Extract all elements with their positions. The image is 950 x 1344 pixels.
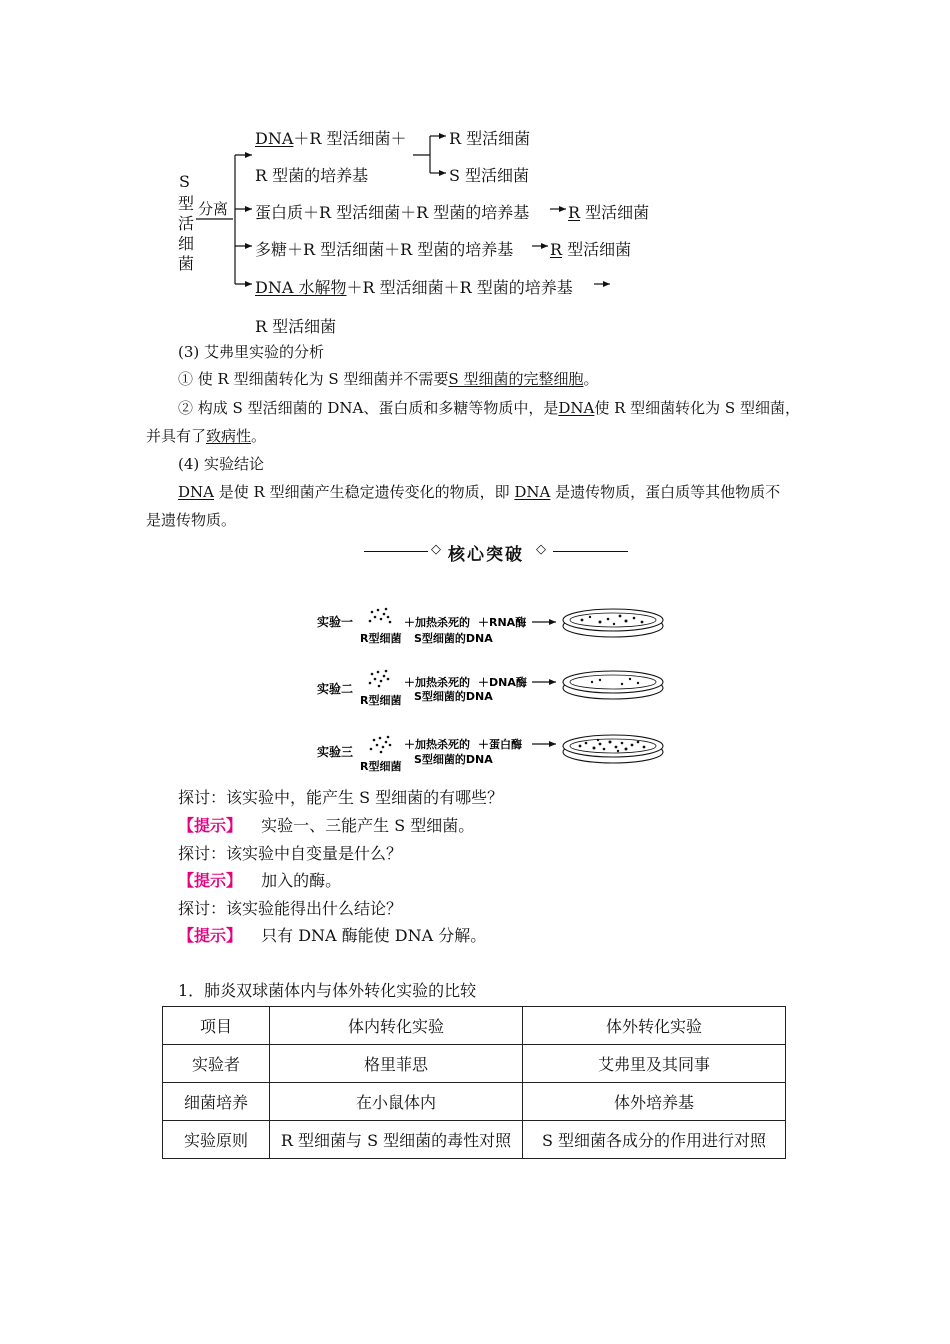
dna-label: S型细菌的DNA	[414, 690, 493, 703]
analysis-heading: (3) 艾弗里实验的分析	[178, 343, 325, 361]
diamond-icon: ◇	[536, 542, 546, 557]
table-row	[163, 1045, 786, 1083]
diamond-icon: ◇	[431, 542, 441, 557]
answer-3: 【提示】 只有 DNA 酶能使 DNA 分解。	[178, 926, 487, 945]
bacteria-cluster-icon	[369, 608, 392, 624]
section-title: 核心突破	[448, 545, 524, 565]
table-title: 1．肺炎双球菌体内与体外转化实验的比较	[178, 981, 477, 1000]
branch-3-result: R 型活细菌	[550, 240, 632, 259]
branch-1-line-1: DNA＋R 型活细菌＋	[255, 129, 407, 148]
branch-2: 蛋白质＋R 型活细菌＋R 型菌的培养基	[255, 203, 530, 222]
analysis-point-2: ② 构成 S 型活细菌的 DNA、蛋白质和多糖等物质中，是DNA使 R 型细菌转化为 S 型细菌，	[178, 399, 800, 417]
answer-1: 【提示】 实验一、三能产生 S 型细菌。	[178, 816, 475, 835]
question-3: 探讨：该实验能得出什么结论？	[178, 899, 403, 918]
table-header-cell: 体外转化实验	[523, 1007, 786, 1045]
table-cell: 艾弗里及其同事	[523, 1045, 786, 1083]
split-label: 分离	[198, 200, 229, 218]
table-cell: 实验原则	[163, 1121, 270, 1159]
table-header-cell: 体内转化实验	[270, 1007, 523, 1045]
table-row	[163, 1083, 786, 1121]
branch-3: 多糖＋R 型活细菌＋R 型菌的培养基	[255, 240, 514, 259]
experiment-label: 实验二	[317, 682, 354, 696]
experiment-2	[317, 670, 663, 707]
petri-dish-icon	[563, 671, 663, 699]
source-char: 型	[178, 194, 195, 213]
tip-label: 【提示】	[178, 871, 243, 890]
experiment-label: 实验一	[317, 615, 354, 629]
question-2: 探讨：该实验中自变量是什么？	[178, 844, 403, 863]
branch-1-line-2: R 型菌的培养基	[255, 166, 369, 185]
tip-label: 【提示】	[178, 816, 243, 835]
killed-label: ＋加热杀死的	[404, 738, 470, 751]
table-cell: 格里菲思	[270, 1045, 523, 1083]
table-cell: R 型细菌与 S 型细菌的毒性对照	[270, 1121, 523, 1159]
tip-label: 【提示】	[178, 926, 243, 945]
bacteria-label: R型细菌	[360, 632, 402, 645]
bacteria-cluster-icon	[370, 736, 392, 754]
table-header-row	[163, 1007, 786, 1045]
killed-label: ＋加热杀死的	[404, 676, 470, 689]
enzyme-label: ＋DNA酶	[478, 676, 527, 689]
table-cell: 在小鼠体内	[270, 1083, 523, 1121]
source-char: 活	[178, 214, 195, 233]
bacteria-label: R型细菌	[360, 694, 402, 707]
killed-label: ＋加热杀死的	[404, 616, 470, 629]
experiment-figure	[300, 598, 680, 776]
question-1: 探讨：该实验中，能产生 S 型细菌的有哪些？	[178, 788, 504, 807]
experiment-1	[317, 608, 663, 645]
table-header-cell: 项目	[163, 1007, 270, 1045]
section-divider	[364, 540, 628, 564]
conclusion-line-1: DNA 是使 R 型细菌产生稳定遗传变化的物质，即 DNA 是遗传物质，蛋白质等其他物质不	[178, 483, 781, 501]
branch-2-result: R 型活细菌	[568, 203, 650, 222]
conclusion-line-2: 是遗传物质。	[146, 511, 237, 529]
source-char: 细	[178, 234, 195, 253]
table-cell: 实验者	[163, 1045, 270, 1083]
experiment-3	[317, 735, 663, 773]
enzyme-label: ＋蛋白酶	[478, 738, 522, 751]
bacteria-cluster-icon	[369, 670, 390, 688]
table-cell: 细菌培养	[163, 1083, 270, 1121]
petri-dish-icon	[563, 609, 663, 637]
dna-term: DNA	[255, 129, 294, 148]
table-row	[163, 1121, 786, 1159]
experiment-label: 实验三	[317, 745, 354, 759]
enzyme-label: ＋RNA酶	[478, 616, 527, 629]
source-char: 菌	[178, 254, 195, 273]
dna-label: S型细菌的DNA	[414, 753, 493, 766]
bacteria-label: R型细菌	[360, 760, 402, 773]
branch-1-output-r: R 型活细菌	[449, 129, 531, 148]
branch-4: DNA 水解物＋R 型活细菌＋R 型菌的培养基	[255, 278, 573, 297]
petri-dish-icon	[563, 735, 663, 763]
dna-label: S型细菌的DNA	[414, 632, 493, 645]
comparison-table	[162, 1006, 786, 1159]
branch-1-output-s: S 型活细菌	[449, 166, 530, 185]
conclusion-heading: (4) 实验结论	[178, 455, 265, 473]
table-cell: S 型细菌各成分的作用进行对照	[523, 1121, 786, 1159]
analysis-point-1: ① 使 R 型细菌转化为 S 型细菌并不需要S 型细菌的完整细胞。	[178, 370, 599, 388]
branch-4-result: R 型活细菌	[255, 317, 337, 336]
table-cell: 体外培养基	[523, 1083, 786, 1121]
answer-2: 【提示】 加入的酶。	[178, 871, 342, 890]
analysis-point-2-cont: 并具有了致病性。	[146, 427, 267, 445]
source-char: S	[179, 172, 190, 191]
